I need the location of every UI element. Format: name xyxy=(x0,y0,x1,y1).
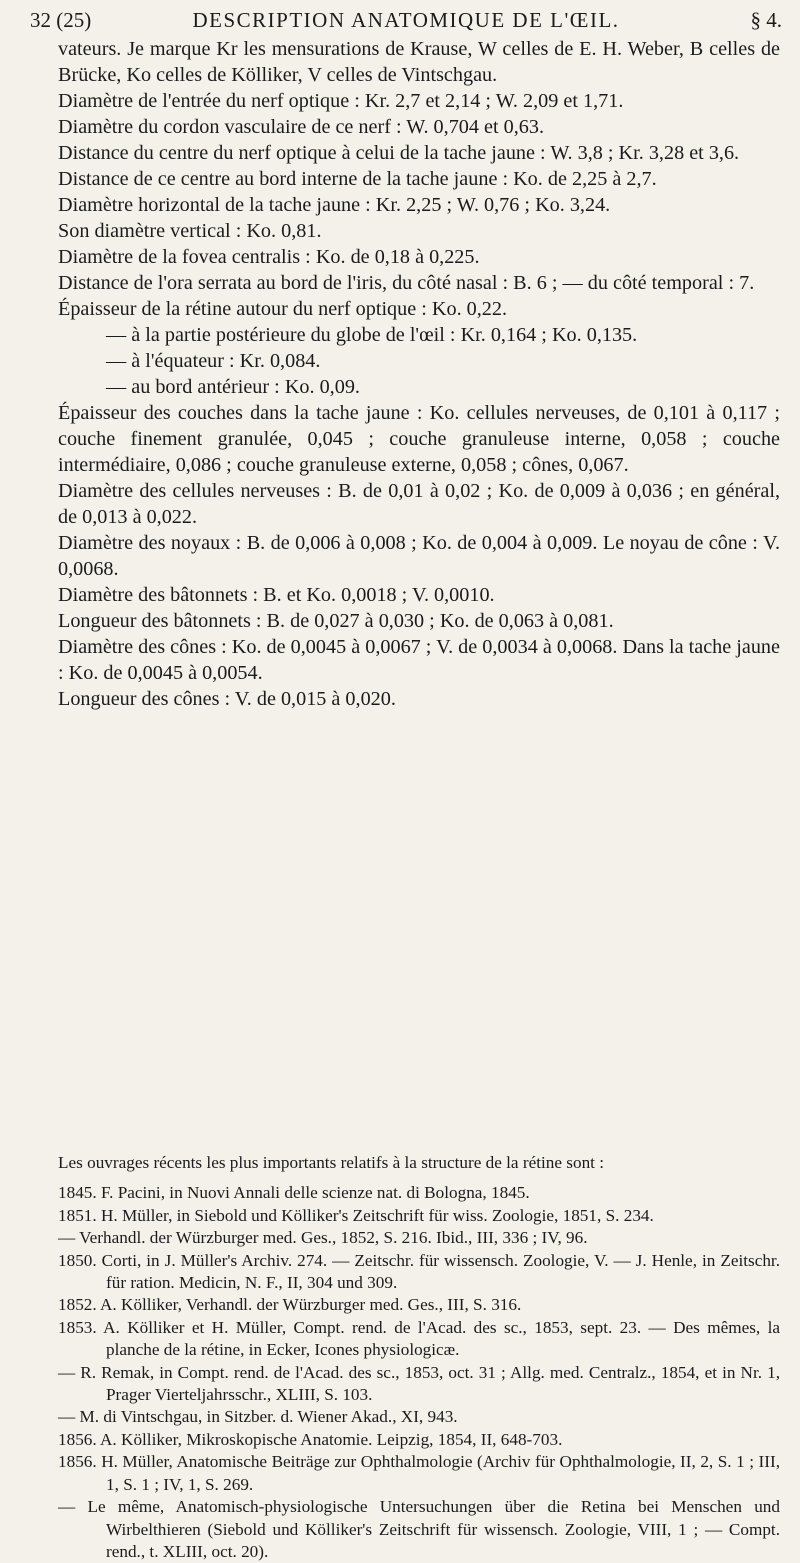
paragraph-rods-length: Longueur des bâtonnets : B. de 0,027 à 0,030 ; Ko. de 0,063 à 0,081. xyxy=(58,610,614,632)
reference-item: 1850. Corti, in J. Müller's Archiv. 274. — Zeitschr. für wissensch. Zoologie, V. — J. Henle, in Zeitschr. für ration. Medicin, N. F., II, 304 und 309. xyxy=(58,1250,780,1293)
reference-item: — Le même, Anatomisch-physiologische Untersuchungen über die Retina bei Menschen und Wirbelthieren (Siebold und Kölliker's Zeitschrift für wissensch. Zoologie, VIII, 1 ; — Compt. rend., t. XLIII, oct. 20). xyxy=(58,1497,780,1561)
paragraph-cones-diameter: Diamètre des cônes : Ko. de 0,0045 à 0,0067 ; V. de 0,0034 à 0,0068. Dans la tache jaune : Ko. de 0,0045 à 0,0054. xyxy=(58,636,780,684)
paragraph-nerve-cells: Diamètre des cellules nerveuses : B. de 0,01 à 0,02 ; Ko. de 0,009 à 0,036 ; en général, de 0,013 à 0,022. xyxy=(58,480,780,528)
paragraph-nuclei: Diamètre des noyaux : B. de 0,006 à 0,008 ; Ko. de 0,004 à 0,009. Le noyau de cône : V. 0,0068. xyxy=(58,532,780,580)
running-title: DESCRIPTION ANATOMIQUE DE L'ŒIL. xyxy=(192,8,620,32)
reference-item: 1845. F. Pacini, in Nuovi Annali delle scienze nat. di Bologna, 1845. xyxy=(58,1183,530,1203)
reference-item: 1856. A. Kölliker, Mikroskopische Anatomie. Leipzig, 1854, II, 648-703. xyxy=(58,1429,563,1449)
reference-item: — Verhandl. der Würzburger med. Ges., 1852, S. 216. Ibid., III, 336 ; IV, 96. xyxy=(58,1228,588,1248)
paragraph-layers: Épaisseur des couches dans la tache jaune : Ko. cellules nerveuses, de 0,101 à 0,117 ; couche finement granulée, 0,045 ; couche granuleuse interne, 0,058 ; couche intermédiaire, 0,086 ; couche granuleuse externe, 0,058 ; cônes, 0,067. xyxy=(58,402,780,476)
paragraph-posterior: — à la partie postérieure du globe de l'œil : Kr. 0,164 ; Ko. 0,135. xyxy=(106,324,638,346)
paragraph-vascular-cord: Diamètre du cordon vasculaire de ce nerf : W. 0,704 et 0,63. xyxy=(58,116,545,138)
reference-item: 1851. H. Müller, in Siebold und Kölliker's Zeitschrift für wiss. Zoologie, 1851, S. 234. xyxy=(58,1205,654,1225)
paragraph-horizontal-diameter: Diamètre horizontal de la tache jaune : Kr. 2,25 ; W. 0,76 ; Ko. 3,24. xyxy=(58,194,611,216)
paragraph-fovea: Diamètre de la fovea centralis : Ko. de 0,18 à 0,225. xyxy=(58,246,480,268)
paragraph-distance-centre: Distance du centre du nerf optique à celui de la tache jaune : W. 3,8 ; Kr. 3,28 et 3,6. xyxy=(58,142,740,164)
reference-item: — R. Remak, in Compt. rend. de l'Acad. des sc., 1853, oct. 31 ; Allg. med. Centralz., 1854, et in Nr. 1, Prager Vierteljahrsschr., XLIII, S. 103. xyxy=(58,1362,780,1405)
paragraph-equator: — à l'équateur : Kr. 0,084. xyxy=(106,350,321,372)
paragraph-anterior: — au bord antérieur : Ko. 0,09. xyxy=(106,376,360,398)
reference-item: — M. di Vintschgau, in Sitzber. d. Wiener Akad., XI, 943. xyxy=(58,1407,458,1427)
references-heading: Les ouvrages récents les plus importants relatifs à la structure de la rétine sont : xyxy=(58,1153,605,1172)
page-number: 32 (25) xyxy=(30,8,92,32)
reference-item: 1852. A. Kölliker, Verhandl. der Würzburger med. Ges., III, S. 316. xyxy=(58,1295,522,1315)
paragraph-distance-edge: Distance de ce centre au bord interne de la tache jaune : Ko. de 2,25 à 2,7. xyxy=(58,168,657,190)
paragraph-cones-length: Longueur des cônes : V. de 0,015 à 0,020. xyxy=(58,688,396,710)
paragraph-retina-thickness: Épaisseur de la rétine autour du nerf optique : Ko. 0,22. xyxy=(58,298,508,320)
reference-item: 1853. A. Kölliker et H. Müller, Compt. rend. de l'Acad. des sc., 1853, sept. 23. — Des mêmes, la planche de la rétine, in Ecker, Icones physiologicæ. xyxy=(58,1317,780,1360)
paragraph-rods-diameter: Diamètre des bâtonnets : B. et Ko. 0,0018 ; V. 0,0010. xyxy=(58,584,495,606)
running-header xyxy=(30,4,782,34)
section-marker: § 4. xyxy=(750,8,782,32)
paragraph-ora-serrata: Distance de l'ora serrata au bord de l'iris, du côté nasal : B. 6 ; — du côté temporal : 7. xyxy=(58,272,755,294)
reference-item: 1856. H. Müller, Anatomische Beiträge zur Ophthalmologie (Archiv für Ophthalmologie, II, 2, S. 1 ; III, 1, S. 1 ; IV, 1, S. 269. xyxy=(58,1452,780,1494)
paragraph-observers: vateurs. Je marque Kr les mensurations de Krause, W celles de E. H. Weber, B celles de Brücke, Ko celles de Kölliker, V celles de Vintschgau. xyxy=(58,38,780,86)
main-text xyxy=(58,36,780,712)
paragraph-vertical-diameter: Son diamètre vertical : Ko. 0,81. xyxy=(58,220,322,242)
paragraph-optic-entry: Diamètre de l'entrée du nerf optique : Kr. 2,7 et 2,14 ; W. 2,09 et 1,71. xyxy=(58,90,624,112)
references-section xyxy=(58,1152,780,1563)
